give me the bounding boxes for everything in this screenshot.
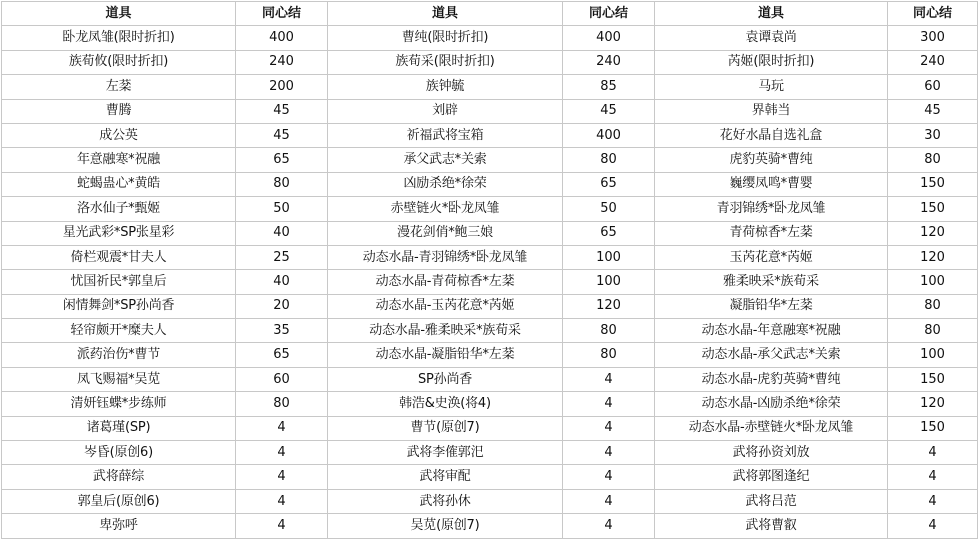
table-row: [2, 367, 978, 391]
cost-cell: 150: [888, 197, 978, 221]
column-header-cost: 同心结: [888, 2, 978, 26]
item-name-cell: 族钟毓: [328, 75, 563, 99]
table-row: [2, 172, 978, 196]
cost-cell: 400: [563, 26, 655, 50]
item-name-cell: 雅柔映采*族荀采: [655, 270, 888, 294]
table-row: [2, 245, 978, 269]
item-name-cell: 岑昏(原创6): [2, 441, 236, 465]
table-row: [2, 441, 978, 465]
cost-cell: 4: [236, 441, 328, 465]
cost-cell: 400: [563, 123, 655, 147]
cost-cell: 100: [563, 270, 655, 294]
cost-cell: 150: [888, 367, 978, 391]
item-name-cell: 派药治伤*曹节: [2, 343, 236, 367]
item-name-cell: 曹节(原创7): [328, 416, 563, 440]
item-name-cell: 成公英: [2, 123, 236, 147]
cost-cell: 40: [236, 270, 328, 294]
item-name-cell: 动态水晶-凶励杀绝*徐荣: [655, 392, 888, 416]
item-name-cell: 界韩当: [655, 99, 888, 123]
cost-cell: 4: [888, 441, 978, 465]
item-name-cell: 动态水晶-青羽锦绣*卧龙凤雏: [328, 245, 563, 269]
item-name-cell: 武将吕范: [655, 489, 888, 513]
cost-cell: 50: [563, 197, 655, 221]
column-header-item: 道具: [655, 2, 888, 26]
column-header-cost: 同心结: [236, 2, 328, 26]
table-row: [2, 148, 978, 172]
cost-cell: 65: [236, 343, 328, 367]
cost-cell: 4: [563, 514, 655, 538]
item-name-cell: 动态水晶-虎豹英骑*曹纯: [655, 367, 888, 391]
item-name-cell: 凤飞赐福*吴苋: [2, 367, 236, 391]
table-body: [2, 26, 978, 538]
item-name-cell: 芮姬(限时折扣): [655, 50, 888, 74]
cost-cell: 120: [888, 245, 978, 269]
item-name-cell: 卑弥呼: [2, 514, 236, 538]
item-name-cell: 动态水晶-玉芮花意*芮姬: [328, 294, 563, 318]
item-name-cell: 武将李傕郭汜: [328, 441, 563, 465]
item-name-cell: 诸葛瑾(SP): [2, 416, 236, 440]
cost-cell: 4: [888, 514, 978, 538]
cost-cell: 25: [236, 245, 328, 269]
item-name-cell: 动态水晶-凝脂铅华*左棻: [328, 343, 563, 367]
cost-cell: 40: [236, 221, 328, 245]
item-name-cell: 漫花剑俏*鲍三娘: [328, 221, 563, 245]
item-name-cell: 动态水晶-雅柔映采*族荀采: [328, 319, 563, 343]
cost-cell: 240: [888, 50, 978, 74]
item-name-cell: 承父武志*关索: [328, 148, 563, 172]
cost-cell: 240: [563, 50, 655, 74]
cost-cell: 4: [236, 489, 328, 513]
item-name-cell: 赤壁链火*卧龙凤雏: [328, 197, 563, 221]
cost-cell: 120: [888, 221, 978, 245]
table-row: [2, 99, 978, 123]
cost-cell: 150: [888, 172, 978, 196]
table-row: [2, 123, 978, 147]
cost-cell: 60: [236, 367, 328, 391]
cost-cell: 65: [563, 172, 655, 196]
cost-cell: 80: [236, 392, 328, 416]
item-name-cell: 花好水晶自选礼盒: [655, 123, 888, 147]
cost-cell: 150: [888, 416, 978, 440]
cost-cell: 80: [563, 343, 655, 367]
item-name-cell: 动态水晶-赤壁链火*卧龙凤雏: [655, 416, 888, 440]
cost-cell: 100: [888, 270, 978, 294]
item-name-cell: 祈福武将宝箱: [328, 123, 563, 147]
cost-cell: 4: [236, 465, 328, 489]
item-name-cell: 凶励杀绝*徐荣: [328, 172, 563, 196]
cost-cell: 240: [236, 50, 328, 74]
cost-cell: 80: [236, 172, 328, 196]
cost-cell: 85: [563, 75, 655, 99]
item-name-cell: 武将曹叡: [655, 514, 888, 538]
cost-cell: 4: [888, 465, 978, 489]
cost-cell: 4: [236, 514, 328, 538]
cost-cell: 80: [888, 294, 978, 318]
item-name-cell: 凝脂铅华*左棻: [655, 294, 888, 318]
item-name-cell: 郭皇后(原创6): [2, 489, 236, 513]
cost-cell: 65: [236, 148, 328, 172]
item-name-cell: 动态水晶-年意融寒*祝融: [655, 319, 888, 343]
cost-cell: 80: [563, 319, 655, 343]
item-name-cell: 卧龙凤雏(限时折扣): [2, 26, 236, 50]
cost-cell: 300: [888, 26, 978, 50]
cost-cell: 35: [236, 319, 328, 343]
cost-cell: 4: [888, 489, 978, 513]
cost-cell: 45: [236, 123, 328, 147]
table-header-row: [2, 2, 978, 26]
item-name-cell: 闲情舞剑*SP孙尚香: [2, 294, 236, 318]
item-name-cell: 曹纯(限时折扣): [328, 26, 563, 50]
table-row: [2, 75, 978, 99]
cost-cell: 200: [236, 75, 328, 99]
cost-cell: 100: [888, 343, 978, 367]
item-name-cell: 忧国祈民*郭皇后: [2, 270, 236, 294]
item-name-cell: 动态水晶-承父武志*关索: [655, 343, 888, 367]
column-header-item: 道具: [328, 2, 563, 26]
cost-cell: 4: [563, 416, 655, 440]
item-name-cell: 曹腾: [2, 99, 236, 123]
item-name-cell: 马玩: [655, 75, 888, 99]
item-name-cell: 武将孙休: [328, 489, 563, 513]
cost-cell: 4: [563, 465, 655, 489]
item-name-cell: 武将孙资刘放: [655, 441, 888, 465]
item-name-cell: 轻帘颇开*糜夫人: [2, 319, 236, 343]
item-name-cell: 族荀攸(限时折扣): [2, 50, 236, 74]
item-name-cell: 巍缨凤鸣*曹婴: [655, 172, 888, 196]
item-name-cell: 武将郭图逢纪: [655, 465, 888, 489]
cost-cell: 50: [236, 197, 328, 221]
cost-cell: 4: [563, 367, 655, 391]
cost-cell: 20: [236, 294, 328, 318]
table-row: [2, 465, 978, 489]
table-row: [2, 416, 978, 440]
cost-cell: 45: [236, 99, 328, 123]
item-name-cell: 虎豹英骑*曹纯: [655, 148, 888, 172]
cost-cell: 120: [563, 294, 655, 318]
cost-cell: 4: [563, 392, 655, 416]
cost-cell: 80: [888, 319, 978, 343]
item-name-cell: 武将薛综: [2, 465, 236, 489]
table-row: [2, 26, 978, 50]
table-row: [2, 50, 978, 74]
item-name-cell: 动态水晶-青荷椋香*左棻: [328, 270, 563, 294]
item-name-cell: 韩浩&史涣(将4): [328, 392, 563, 416]
table-row: [2, 294, 978, 318]
cost-cell: 4: [563, 489, 655, 513]
table-row: [2, 197, 978, 221]
table-row: [2, 319, 978, 343]
cost-cell: 60: [888, 75, 978, 99]
cost-cell: 45: [888, 99, 978, 123]
item-name-cell: 年意融寒*祝融: [2, 148, 236, 172]
cost-cell: 120: [888, 392, 978, 416]
cost-cell: 30: [888, 123, 978, 147]
cost-cell: 80: [888, 148, 978, 172]
exchange-table: [1, 1, 978, 539]
item-name-cell: 吴苋(原创7): [328, 514, 563, 538]
table-row: [2, 343, 978, 367]
column-header-item: 道具: [2, 2, 236, 26]
item-name-cell: 武将审配: [328, 465, 563, 489]
column-header-cost: 同心结: [563, 2, 655, 26]
table-row: [2, 489, 978, 513]
cost-cell: 65: [563, 221, 655, 245]
item-name-cell: 倚栏观震*甘夫人: [2, 245, 236, 269]
item-name-cell: 族荀采(限时折扣): [328, 50, 563, 74]
cost-cell: 80: [563, 148, 655, 172]
cost-cell: 4: [563, 441, 655, 465]
item-name-cell: 蛇蝎蛊心*黄皓: [2, 172, 236, 196]
table-row: [2, 221, 978, 245]
cost-cell: 4: [236, 416, 328, 440]
item-name-cell: 星光武彩*SP张星彩: [2, 221, 236, 245]
cost-cell: 400: [236, 26, 328, 50]
table-row: [2, 270, 978, 294]
item-name-cell: 青羽锦绣*卧龙凤雏: [655, 197, 888, 221]
cost-cell: 100: [563, 245, 655, 269]
item-name-cell: 清妍钰蝶*步练师: [2, 392, 236, 416]
item-name-cell: 刘辟: [328, 99, 563, 123]
item-name-cell: 玉芮花意*芮姬: [655, 245, 888, 269]
item-name-cell: SP孙尚香: [328, 367, 563, 391]
cost-cell: 45: [563, 99, 655, 123]
item-name-cell: 洛水仙子*甄姬: [2, 197, 236, 221]
table-row: [2, 514, 978, 538]
item-name-cell: 左棻: [2, 75, 236, 99]
item-name-cell: 青荷椋香*左棻: [655, 221, 888, 245]
table-row: [2, 392, 978, 416]
item-name-cell: 袁谭袁尚: [655, 26, 888, 50]
